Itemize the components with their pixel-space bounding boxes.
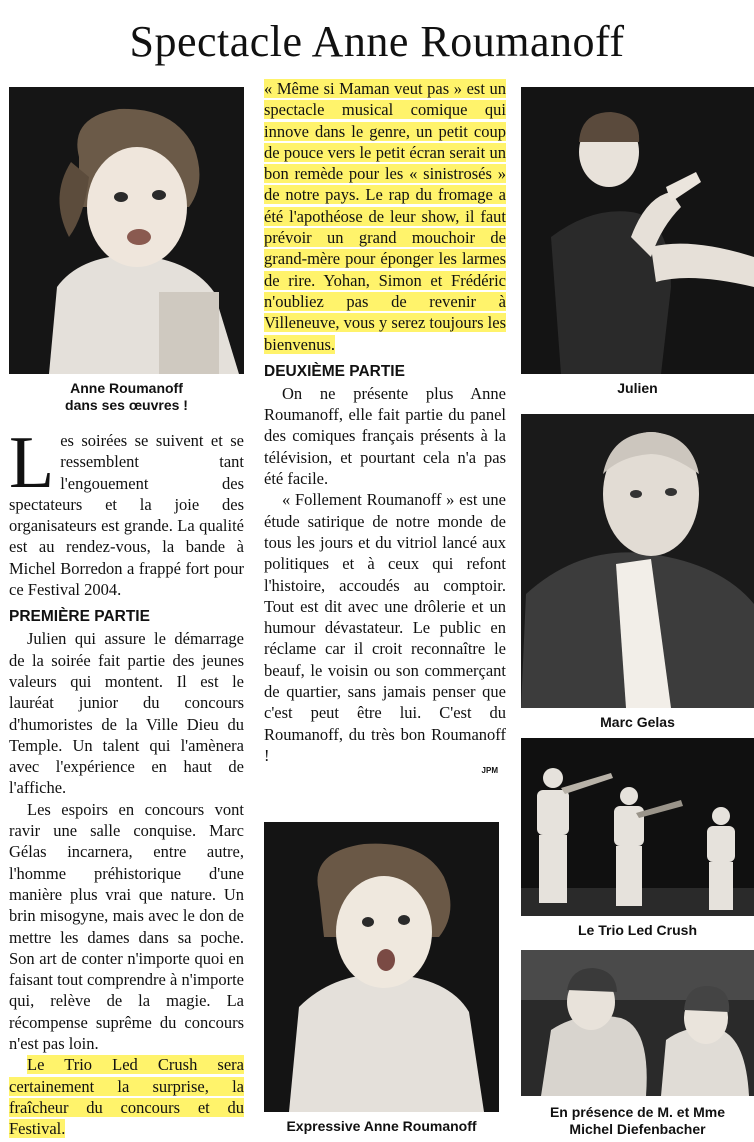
paragraph-julien: Julien qui assure le démarrage de la soirée fait partie des jeunes valeurs qui montent. Il est le lauréat junior du concours d'humoristes de la Ville Dieu du Temple. Un talent qui l'amènera avec l'expérience en haut de l'affiche. (9, 629, 244, 798)
paragraph-marc-gelas: Les espoirs en concours vont ravir une salle conquise. Marc Gélas incarnera, entre autre, l'homme préhistorique d'une manière plus vrai que nature. Un brin misogyne, mais avec le don de mettre les dames dans sa poche. Son art de conter n'importe quoi en faisant tout comprendre à n'importe qui, relève de la magie. La récompense suprême du concours n'est pas loin. (9, 799, 244, 1054)
photo-diefenbacher (521, 950, 754, 1096)
caption-julien: Julien (617, 380, 658, 396)
photo-expressive-anne (264, 822, 499, 1112)
article-column-middle (264, 78, 506, 775)
caption-anne-top: Anne Roumanoff dans ses œuvres ! (65, 380, 188, 413)
photo-marc-gelas (521, 414, 754, 708)
caption-marc-gelas: Marc Gelas (600, 714, 675, 730)
paragraph-trio-show-highlight: « Même si Maman veut pas » est un spectacle musical comique qui innove dans le genre, un petit coup de pouce vers le petit écran serait un bon remède pour les « sinistrosés » de notre pays. Le rap du fromage a été l'apothéose de leur show, il faut prévoir un grand mouchoir de grand-mère pour éponger les larmes de rire. Yohan, Simon et Frédéric n'oubliez pas de revenir à Villeneuve, vous y serez toujours les bienvenus. (264, 79, 506, 354)
photo-anne-roumanoff (9, 87, 244, 374)
paragraph-anne-intro: On ne présente plus Anne Roumanoff, elle fait partie du panel des comiques français présents à la télévision, et pourtant cela n'a pas été facile. (264, 383, 506, 489)
paragraph-trio-highlight: Le Trio Led Crush sera certainement la surprise, la fraîcheur du concours et du Festival. (9, 1055, 244, 1139)
article-column-left (9, 422, 244, 1140)
heading-premiere-partie: PREMIÈRE PARTIE (9, 608, 150, 626)
photo-julien (521, 87, 754, 374)
author-signature: JPM (481, 766, 498, 776)
heading-deuxieme-partie: DEUXIÈME PARTIE (264, 362, 405, 380)
intro-paragraph: Les soirées se suivent et se ressemblent tant l'engouement des spectateurs et la joie des organisateurs est grande. La qualité est au rendez-vous, la bande à Michel Borredon a frappé fort pour ce Festival 2004. (9, 422, 244, 600)
caption-expressive-anne: Expressive Anne Roumanoff (286, 1118, 477, 1134)
photo-trio-led-crush (521, 738, 754, 916)
paragraph-follement-roumanoff: « Follement Roumanoff » est une étude satirique de notre monde de tous les jours et du vitriol lancé aux politiques et à ceux qui refont l'histoire, accoudés au comptoir. Tout est dit avec une drôlerie et un humour dévastateur. Le public en réclame car il croit reconnaître le beauf, le voisin ou son commerçant de quartier, sans jamais penser que c'est peut être lui. C'est du Roumanoff, du très bon Roumanoff ! (264, 490, 506, 765)
drop-cap: L (9, 422, 55, 504)
page-title: Spectacle Anne Roumanoff (129, 17, 625, 66)
caption-trio: Le Trio Led Crush (577, 922, 697, 938)
caption-diefenbacher: En présence de M. et Mme Michel Diefenbacher (549, 1104, 726, 1137)
